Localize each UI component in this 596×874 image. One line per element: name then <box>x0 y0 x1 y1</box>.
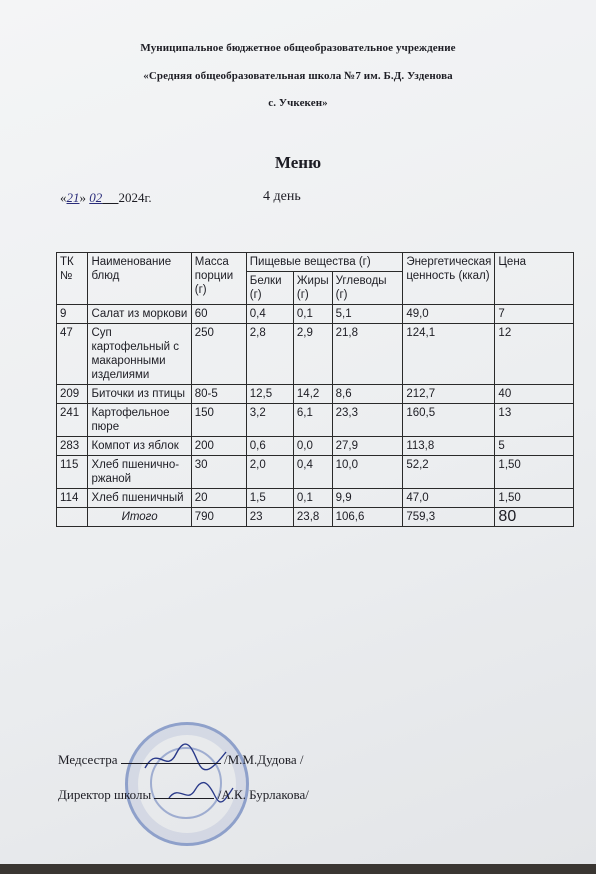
row-tk: 115 <box>57 456 88 489</box>
row-price: 1,50 <box>495 489 574 508</box>
menu-table <box>56 252 574 527</box>
row-mass: 150 <box>191 404 246 437</box>
row-price: 5 <box>495 437 574 456</box>
row-tk: 283 <box>57 437 88 456</box>
school-header-line3: с. Учкекен» <box>268 97 328 109</box>
nurse-label: Медсестра <box>58 752 118 767</box>
total-label: Итого <box>88 508 191 527</box>
row-tk: 47 <box>57 324 88 385</box>
header-proteins: Белки (г) <box>246 272 293 305</box>
row-energy: 160,5 <box>403 404 495 437</box>
school-header-line1: Муниципальное бюджетное общеобразовательное учреждение <box>140 42 456 54</box>
header-nutrients: Пищевые вещества (г) <box>246 253 403 272</box>
header-carbs: Углеводы (г) <box>332 272 403 305</box>
row-carbs: 10,0 <box>332 456 403 489</box>
day-number: 4 день <box>263 189 301 204</box>
nurse-signature-line <box>58 752 304 768</box>
date-prefix: « <box>60 190 67 205</box>
date <box>60 190 152 206</box>
row-price: 13 <box>495 404 574 437</box>
row-dish-name: Биточки из птицы <box>88 385 191 404</box>
row-price: 7 <box>495 305 574 324</box>
row-carbs: 23,3 <box>332 404 403 437</box>
row-mass: 30 <box>191 456 246 489</box>
row-price: 40 <box>495 385 574 404</box>
row-proteins: 0,6 <box>246 437 293 456</box>
row-fats: 0,4 <box>293 456 332 489</box>
header-name: Наименование блюд <box>88 253 191 305</box>
row-mass: 80-5 <box>191 385 246 404</box>
director-signature-line <box>58 787 309 803</box>
row-proteins: 0,4 <box>246 305 293 324</box>
header-price: Цена <box>495 253 574 305</box>
director-name: /А.К. Бурлакова/ <box>217 787 309 802</box>
row-fats: 2,9 <box>293 324 332 385</box>
row-carbs: 5,1 <box>332 305 403 324</box>
row-dish-name: Суп картофельный с макаронными изделиями <box>88 324 191 385</box>
row-energy: 47,0 <box>403 489 495 508</box>
row-tk: 241 <box>57 404 88 437</box>
row-tk: 9 <box>57 305 88 324</box>
row-mass: 20 <box>191 489 246 508</box>
header-mass: Масса порции (г) <box>191 253 246 305</box>
row-proteins: 1,5 <box>246 489 293 508</box>
row-fats: 14,2 <box>293 385 332 404</box>
row-mass: 200 <box>191 437 246 456</box>
row-price: 12 <box>495 324 574 385</box>
header-tk: ТК № <box>57 253 88 305</box>
row-mass: 60 <box>191 305 246 324</box>
row-energy: 113,8 <box>403 437 495 456</box>
total-carbs: 106,6 <box>332 508 403 527</box>
page-title: Меню <box>274 153 322 172</box>
header-fats: Жиры (г) <box>293 272 332 305</box>
total-price: 80 <box>495 508 574 527</box>
row-dish-name: Салат из моркови <box>88 305 191 324</box>
row-tk: 114 <box>57 489 88 508</box>
table-row <box>57 489 574 508</box>
row-energy: 124,1 <box>403 324 495 385</box>
row-energy: 212,7 <box>403 385 495 404</box>
table-row <box>57 324 574 385</box>
header-energy: Энергетическая ценность (ккал) <box>403 253 495 305</box>
total-tk-cell <box>57 508 88 527</box>
table-row <box>57 305 574 324</box>
date-month: 02 <box>89 190 103 205</box>
total-energy: 759,3 <box>403 508 495 527</box>
total-fats: 23,8 <box>293 508 332 527</box>
row-dish-name: Хлеб пшенично-ржаной <box>88 456 191 489</box>
row-energy: 49,0 <box>403 305 495 324</box>
school-header-line2: «Средняя общеобразовательная школа №7 им. Б.Д. Узденова <box>143 70 453 82</box>
date-year: 2024г. <box>118 190 152 205</box>
row-fats: 0,0 <box>293 437 332 456</box>
nurse-name: /М.М.Дудова / <box>224 752 304 767</box>
row-dish-name: Компот из яблок <box>88 437 191 456</box>
date-mid: » <box>79 190 90 205</box>
row-carbs: 8,6 <box>332 385 403 404</box>
row-mass: 250 <box>191 324 246 385</box>
row-price: 1,50 <box>495 456 574 489</box>
row-fats: 0,1 <box>293 305 332 324</box>
row-dish-name: Картофельное пюре <box>88 404 191 437</box>
table-row <box>57 456 574 489</box>
total-mass: 790 <box>191 508 246 527</box>
total-row <box>57 508 574 527</box>
table-row <box>57 404 574 437</box>
date-day: 21 <box>66 190 80 205</box>
row-carbs: 27,9 <box>332 437 403 456</box>
total-proteins: 23 <box>246 508 293 527</box>
row-proteins: 2,0 <box>246 456 293 489</box>
row-carbs: 9,9 <box>332 489 403 508</box>
row-carbs: 21,8 <box>332 324 403 385</box>
director-label: Директор школы <box>58 787 152 802</box>
row-energy: 52,2 <box>403 456 495 489</box>
row-fats: 6,1 <box>293 404 332 437</box>
row-proteins: 2,8 <box>246 324 293 385</box>
row-dish-name: Хлеб пшеничный <box>88 489 191 508</box>
row-tk: 209 <box>57 385 88 404</box>
row-fats: 0,1 <box>293 489 332 508</box>
row-proteins: 12,5 <box>246 385 293 404</box>
table-row <box>57 437 574 456</box>
table-row <box>57 385 574 404</box>
row-proteins: 3,2 <box>246 404 293 437</box>
